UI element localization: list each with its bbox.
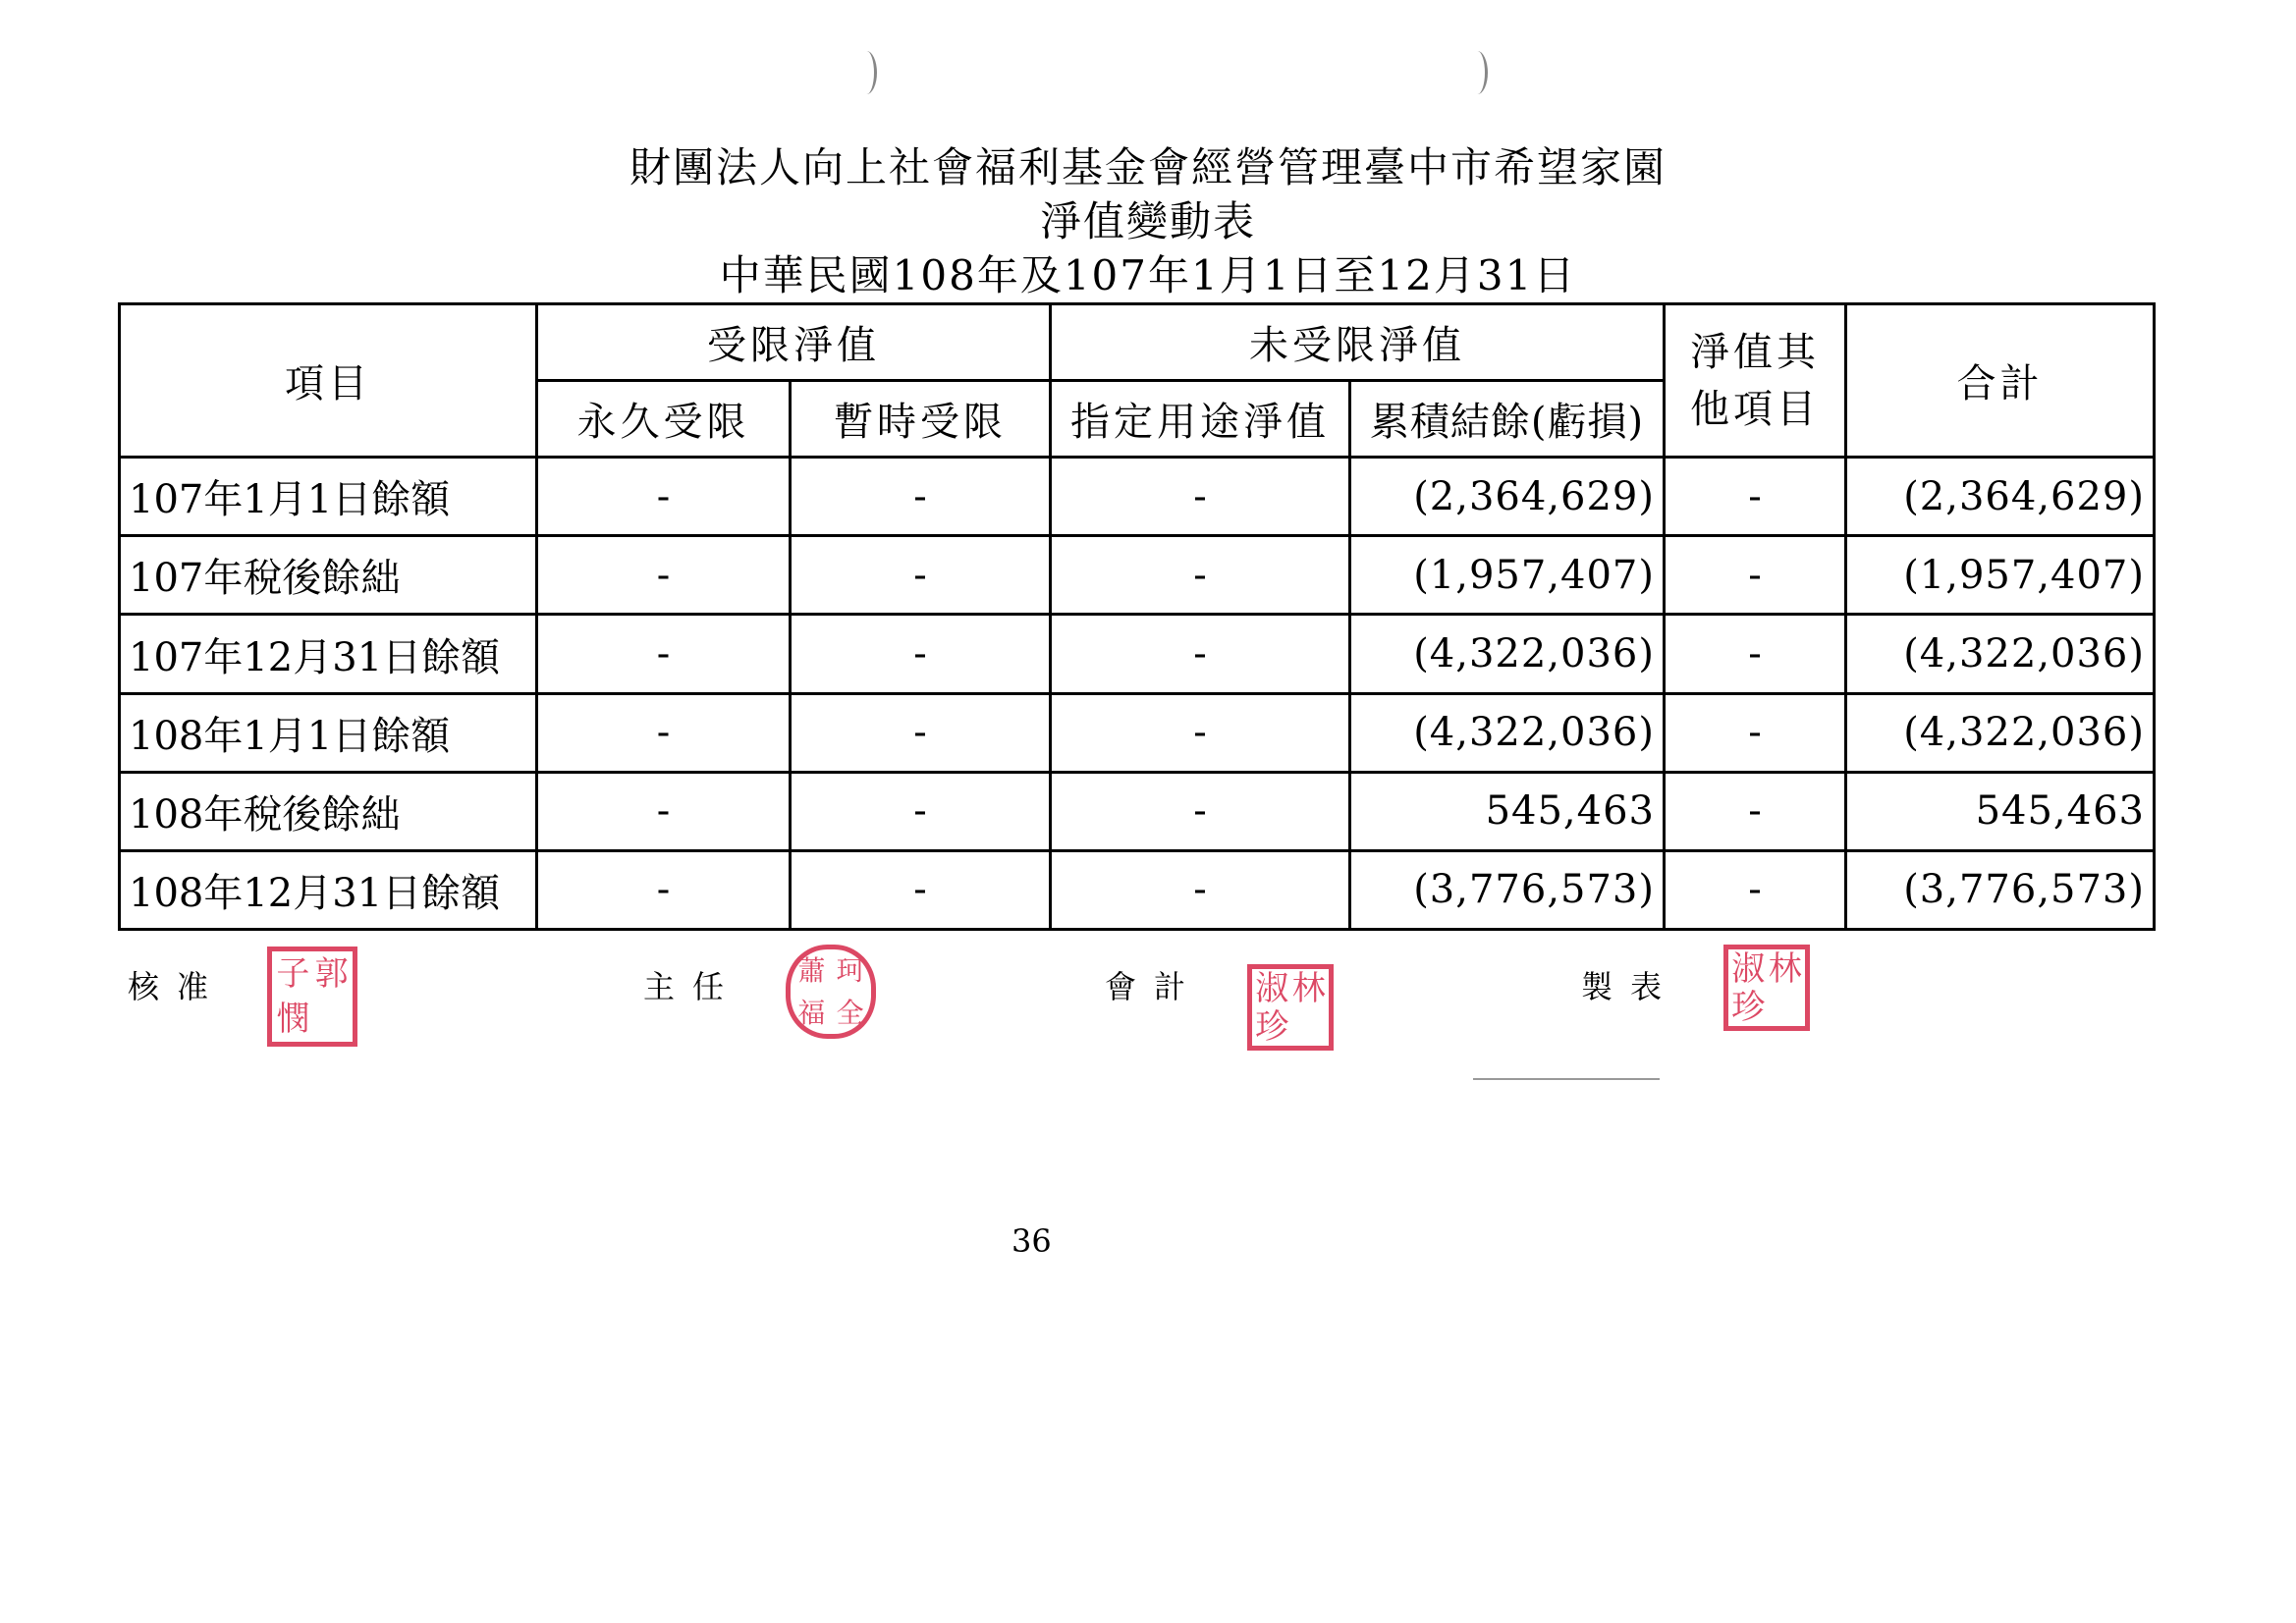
cell-other: -: [1665, 458, 1846, 536]
table-row: [120, 850, 2155, 929]
cell-total: (2,364,629): [1846, 458, 2155, 536]
seal-approve-char-3: 憫: [276, 1000, 310, 1039]
cell-designated: -: [1051, 693, 1350, 772]
seal-accountant: [1247, 964, 1334, 1051]
header-row-top: [120, 304, 2155, 381]
cell-total: (3,776,573): [1846, 850, 2155, 929]
page-number: 36: [1011, 1222, 1052, 1260]
cell-temporary: -: [791, 536, 1051, 615]
cell-item: 107年12月31日餘額: [120, 615, 537, 693]
cell-item: 107年1月1日餘額: [120, 458, 537, 536]
cell-designated: -: [1051, 615, 1350, 693]
binder-hole-right: [1467, 51, 1488, 94]
seal-accountant-char-3: 珍: [1255, 1006, 1289, 1047]
cell-permanent: -: [537, 536, 791, 615]
cell-designated: -: [1051, 850, 1350, 929]
faint-rule: [1473, 1078, 1660, 1080]
cell-accumulated: (3,776,573): [1350, 850, 1665, 929]
binder-hole-left: [856, 51, 877, 94]
cell-item: 108年稅後餘絀: [120, 772, 537, 850]
cell-total: 545,463: [1846, 772, 2155, 850]
organization-name: 財團法人向上社會福利基金會經營管理臺中市希望家園: [629, 143, 1667, 191]
cell-total: (4,322,036): [1846, 615, 2155, 693]
cell-item: 108年1月1日餘額: [120, 693, 537, 772]
header-other-items: 淨值其他項目: [1665, 304, 1846, 458]
header-accumulated: 累積結餘(虧損): [1350, 381, 1665, 458]
header-designated: 指定用途淨值: [1051, 381, 1350, 458]
table-row: [120, 536, 2155, 615]
cell-item: 107年稅後餘絀: [120, 536, 537, 615]
sig-label-preparer: 製表: [1581, 968, 1680, 1005]
seal-supervisor-char-2: 珂: [836, 953, 864, 987]
cell-other: -: [1665, 615, 1846, 693]
cell-accumulated: (4,322,036): [1350, 693, 1665, 772]
cell-designated: -: [1051, 772, 1350, 850]
seal-preparer-char-1: 淑: [1731, 948, 1766, 989]
seal-approve-char-2: 郭: [314, 954, 349, 994]
cell-permanent: -: [537, 772, 791, 850]
cell-temporary: -: [791, 615, 1051, 693]
seal-preparer-char-2: 林: [1768, 948, 1802, 989]
sig-label-supervisor: 主任: [643, 968, 742, 1005]
cell-temporary: -: [791, 458, 1051, 536]
cell-designated: -: [1051, 458, 1350, 536]
cell-permanent: -: [537, 615, 791, 693]
cell-total: (1,957,407): [1846, 536, 2155, 615]
header-restricted: 受限淨值: [537, 304, 1051, 381]
statement-period: 中華民國108年及107年1月1日至12月31日: [719, 251, 1577, 299]
cell-permanent: -: [537, 693, 791, 772]
seal-supervisor-char-1: 蕭: [797, 953, 826, 987]
cell-accumulated: 545,463: [1350, 772, 1665, 850]
header-temporary: 暫時受限: [791, 381, 1051, 458]
cell-total: (4,322,036): [1846, 693, 2155, 772]
cell-item: 108年12月31日餘額: [120, 850, 537, 929]
cell-accumulated: (2,364,629): [1350, 458, 1665, 536]
cell-other: -: [1665, 693, 1846, 772]
header-unrestricted: 未受限淨值: [1051, 304, 1665, 381]
seal-supervisor: [786, 945, 876, 1039]
seal-accountant-char-2: 林: [1291, 968, 1326, 1008]
header-permanent: 永久受限: [537, 381, 791, 458]
sig-label-accountant: 會計: [1105, 968, 1204, 1005]
seal-preparer-char-3: 珍: [1731, 987, 1766, 1027]
seal-preparer: [1723, 945, 1810, 1031]
table-row: [120, 693, 2155, 772]
seal-supervisor-char-4: 全: [836, 996, 864, 1029]
cell-accumulated: (4,322,036): [1350, 615, 1665, 693]
table-row: [120, 458, 2155, 536]
cell-other: -: [1665, 850, 1846, 929]
header-total: 合計: [1846, 304, 2155, 458]
statement-title: 淨值變動表: [1039, 197, 1256, 245]
table-row: [120, 772, 2155, 850]
sig-label-approve: 核准: [128, 968, 227, 1005]
cell-permanent: -: [537, 850, 791, 929]
net-worth-changes-table: [118, 302, 2156, 931]
header-item: 項目: [120, 304, 537, 458]
cell-accumulated: (1,957,407): [1350, 536, 1665, 615]
cell-temporary: -: [791, 772, 1051, 850]
cell-designated: -: [1051, 536, 1350, 615]
seal-supervisor-char-3: 福: [797, 996, 826, 1029]
seal-approve-char-1: 子: [276, 954, 310, 994]
cell-temporary: -: [791, 693, 1051, 772]
cell-other: -: [1665, 772, 1846, 850]
seal-accountant-char-1: 淑: [1255, 968, 1289, 1008]
table-row: [120, 615, 2155, 693]
cell-temporary: -: [791, 850, 1051, 929]
cell-other: -: [1665, 536, 1846, 615]
seal-approve: [267, 947, 357, 1047]
cell-permanent: -: [537, 458, 791, 536]
